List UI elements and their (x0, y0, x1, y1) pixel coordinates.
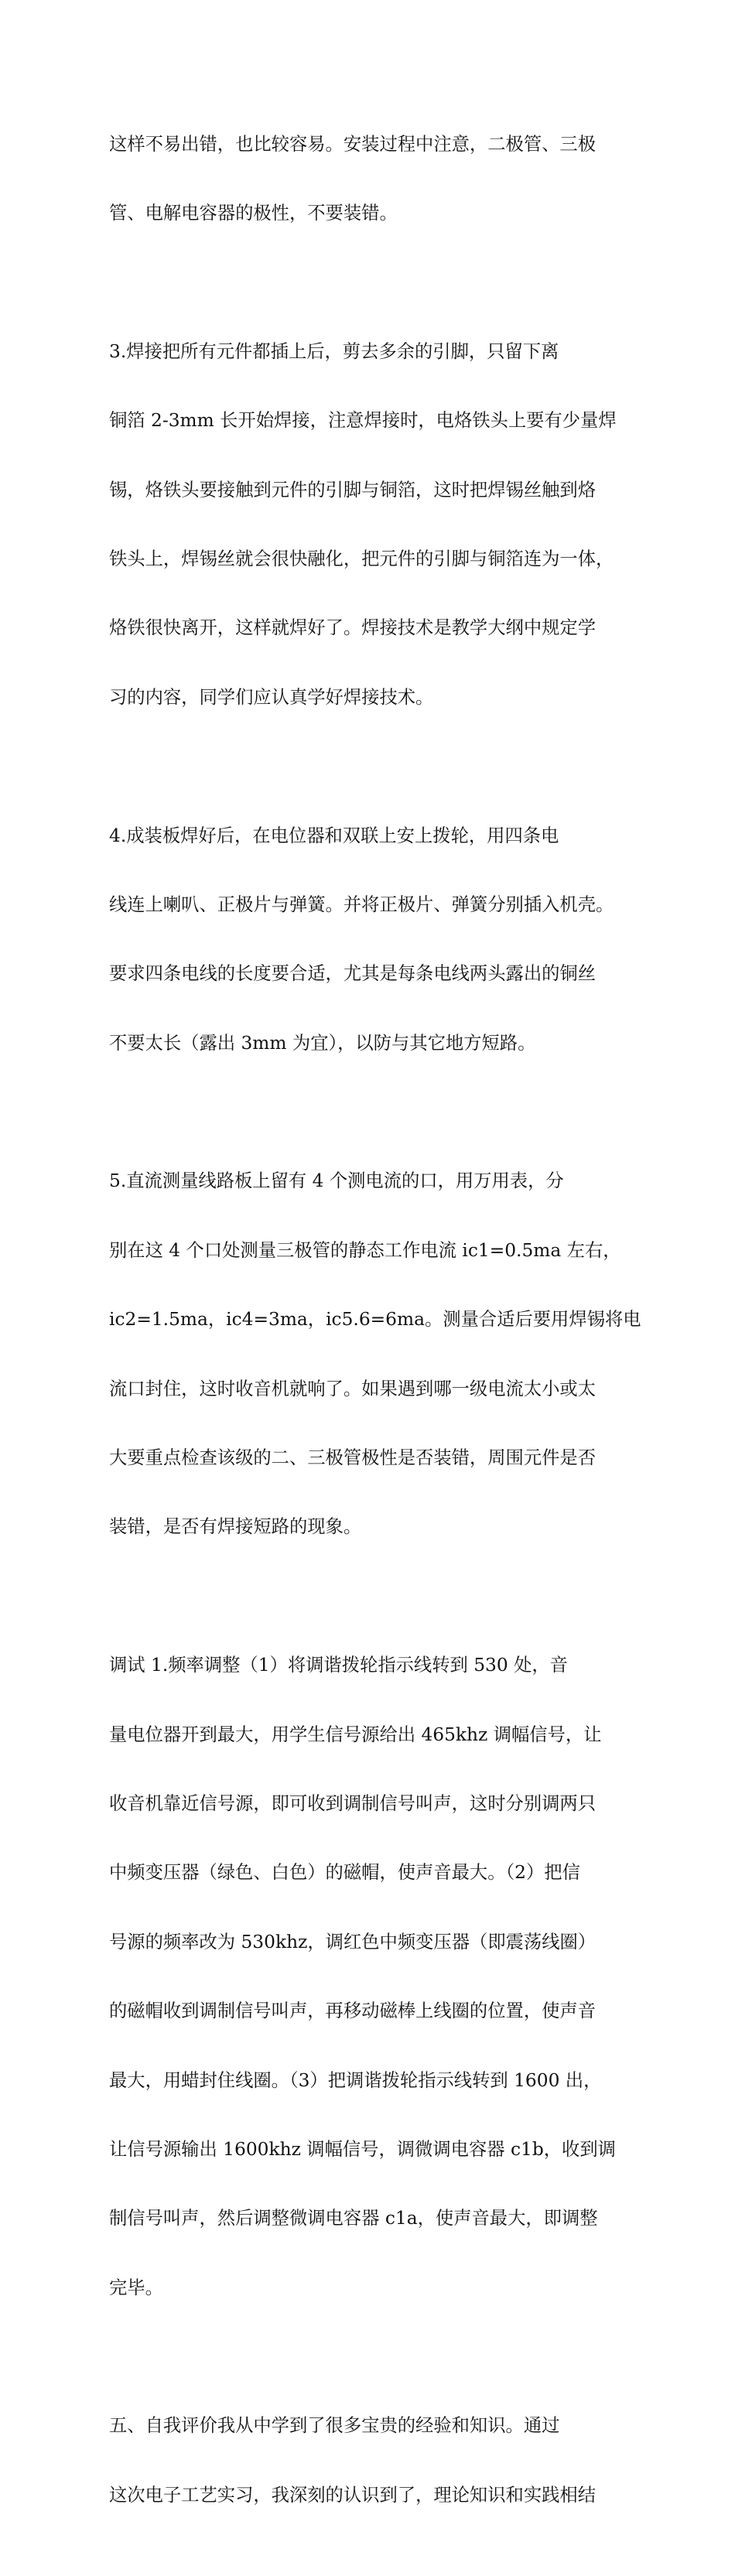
text-line: 调试 1.频率调整（1）将调谐拨轮指示线转到 530 处，音 (109, 1655, 568, 1676)
text-line: 最大，用蜡封住线圈。（3）把调谐拨轮指示线转到 1600 出， (109, 2069, 602, 2091)
text-line: 3.焊接把所有元件都插上后，剪去多余的引脚，只留下离 (109, 340, 559, 362)
text-line: 中频变压器（绿色、白色）的磁帽，使声音最大。（2）把信 (109, 1862, 580, 1884)
paragraph-assembly-note (109, 87, 629, 271)
text-line: 不要太长（露出 3mm 为宜），以防与其它地方短路。 (109, 1032, 536, 1054)
text-line: 装错，是否有焊接短路的现象。 (109, 1516, 362, 1538)
text-line: 收音机靠近信号源，即可收到调制信号叫声，这时分别调两只 (109, 1792, 597, 1814)
text-line: 4.成装板焊好后，在电位器和双联上安上拨轮，用四条电 (109, 825, 559, 846)
paragraph-dc-measurement (109, 1124, 641, 1585)
text-line: 线连上喇叭、正极片与弹簧。并将正极片、弹簧分别插入机壳。 (109, 893, 614, 915)
text-line: 管、电解电容器的极性，不要装错。 (109, 202, 398, 224)
text-line: 流口封住，这时收音机就响了。如果遇到哪一级电流太小或太 (109, 1378, 597, 1399)
text-line: 这次电子工艺实习，我深刻的认识到了，理论知识和实践相结 (109, 2484, 597, 2506)
text-line: 制信号叫声，然后调整微调电容器 c1a，使声音最大，即调整 (109, 2208, 598, 2229)
text-line: 号源的频率改为 530khz，调红色中频变压器（即震荡线圈） (109, 1931, 597, 1952)
document-body (109, 87, 641, 2576)
paragraph-soldering (109, 294, 629, 755)
text-line: 习的内容，同学们应认真学好焊接技术。 (109, 686, 434, 708)
paragraph-board-assembly (109, 778, 629, 1101)
text-line: 大要重点检查该级的二、三极管极性是否装错，周围元件是否 (109, 1447, 597, 1469)
text-line: ic2=1.5ma，ic4=3ma，ic5.6=6ma。测量合适后要用焊锡将电 (109, 1309, 641, 1331)
text-line: 量电位器开到最大，用学生信号源给出 465khz 调幅信号，让 (109, 1724, 602, 1745)
text-line: 铜箔 2-3mm 长开始焊接，注意焊接时，电烙铁头上要有少量焊 (109, 410, 617, 432)
text-line: 烙铁很快离开，这样就焊好了。焊接技术是教学大纲中规定学 (109, 617, 597, 639)
text-line: 五、自我评价我从中学到了很多宝贵的经验和知识。通过 (109, 2415, 560, 2437)
paragraph-frequency-tuning (109, 1608, 629, 2346)
text-line: 铁头上，焊锡丝就会很快融化，把元件的引脚与铜箔连为一体， (109, 548, 614, 569)
text-line: 锡，烙铁头要接触到元件的引脚与铜箔，这时把焊锡丝触到烙 (109, 479, 597, 501)
text-line: 让信号源输出 1600khz 调幅信号，调微调电容器 c1b，收到调 (109, 2138, 616, 2160)
text-line: 这样不易出错，也比较容易。安装过程中注意，二极管、三极 (109, 133, 597, 155)
text-line: 要求四条电线的长度要合适，尤其是每条电线两头露出的铜丝 (109, 963, 597, 985)
text-line: 完毕。 (109, 2277, 163, 2298)
paragraph-self-evaluation (109, 2369, 629, 2553)
text-line: 的磁帽收到调制信号叫声，再移动磁棒上线圈的位置，使声音 (109, 2000, 597, 2022)
text-line: 别在这 4 个口处测量三极管的静态工作电流 ic1=0.5ma 左右， (109, 1239, 621, 1261)
text-line: 5.直流测量线路板上留有 4 个测电流的口，用万用表，分 (109, 1170, 564, 1192)
